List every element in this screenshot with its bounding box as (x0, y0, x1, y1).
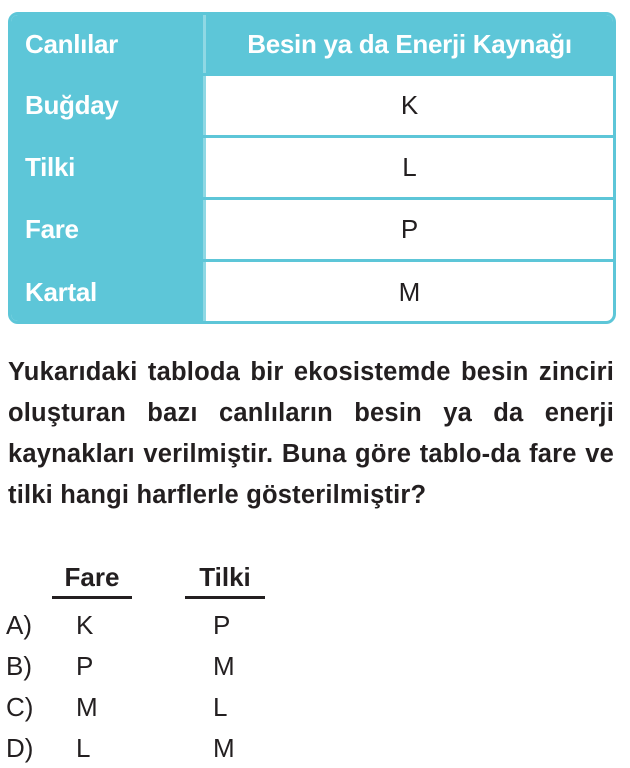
option-letter: C) (6, 692, 34, 722)
organism-energy-table (8, 12, 616, 324)
organism-cell: Kartal (11, 262, 206, 322)
option-fare-value: P (76, 651, 94, 681)
option-letter: B) (6, 651, 32, 681)
answer-column-tilki: Tilki (199, 562, 251, 592)
option-tilki-value: M (213, 733, 235, 763)
source-cell: L (402, 152, 417, 182)
question-text: Yukarıdaki tabloda bir ekosistemde besin zinciri oluşturan bazı canlıların besin ya da enerji kaynakları verilmiştir. Buna göre tablo-da fare ve tilki hangi harflerle gösterilmiştir? (8, 358, 614, 509)
option-letter: D) (6, 733, 34, 763)
table-row (11, 76, 613, 138)
answer-column-fare: Fare (64, 562, 120, 592)
option-tilki-value: M (213, 651, 235, 681)
option-fare-value: L (76, 733, 91, 763)
table-header-row (11, 15, 613, 76)
option-fare-value: M (76, 692, 98, 722)
column-underline (185, 596, 265, 599)
header-energy-source: Besin ya da Enerji Kaynağı (206, 15, 613, 73)
table-row (11, 138, 613, 200)
source-cell: K (400, 90, 419, 120)
table-row (11, 200, 613, 262)
organism-cell: Fare (11, 200, 206, 259)
header-organisms: Canlılar (11, 15, 206, 73)
option-tilki-value: P (213, 610, 231, 640)
column-underline (52, 596, 132, 599)
source-cell: P (400, 214, 419, 244)
organism-cell: Buğday (11, 76, 206, 135)
organism-cell: Tilki (11, 138, 206, 197)
table-row (11, 262, 613, 322)
source-cell: M (398, 276, 421, 307)
option-fare-value: K (76, 610, 94, 640)
option-letter: A) (6, 610, 32, 640)
option-tilki-value: L (213, 692, 228, 722)
